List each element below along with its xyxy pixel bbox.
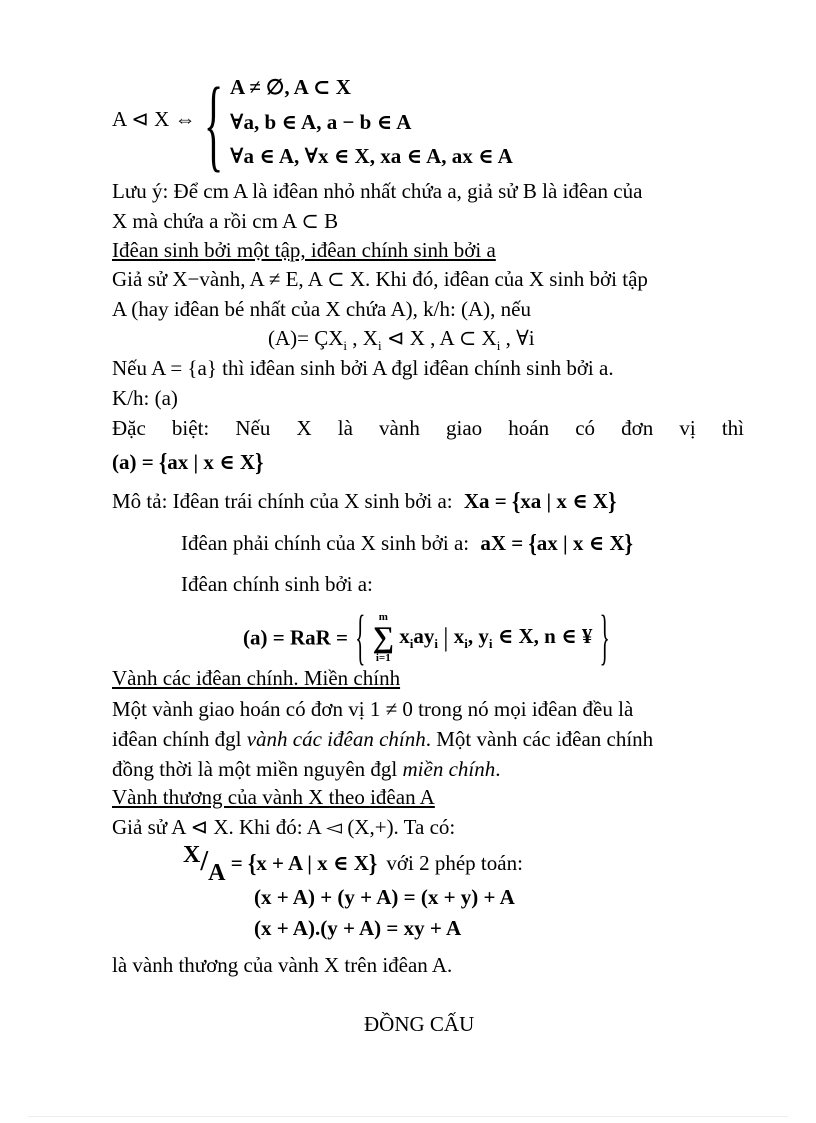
generated-ideal-formula: $(A)= ÇX_i$ , $X_i$ ⊲ X , A ⊂ $X_i$ , ∀i — [268, 326, 535, 354]
quotient-multiplication-formula: (x + A).(y + A) = xy + A — [254, 916, 462, 940]
section-heading-principal-ideal-ring: Vành các iđêan chính. Miền chính — [112, 666, 401, 690]
paragraph-line: A (hay iđêan bé nhất của X chứa A), k/h: (A), nếu — [112, 297, 531, 321]
paragraph-line: Nếu A = {a} thì iđêan sinh bởi A đgl iđêan chính sinh bởi a. — [112, 356, 614, 380]
definition-condition-3: ∀a ∈ A, ∀x ∈ X, xa ∈ A, ax ∈ A — [230, 144, 513, 168]
definition-brace: { — [204, 65, 224, 182]
paragraph-line: Giả sử X−vành, A ≠ E, A ⊂ X. Khi đó, iđêan của X sinh bởi tập — [112, 267, 648, 291]
paragraph-line: Giả sử A ⊲ X. Khi đó: A ◅ (X,+). Ta có: — [112, 815, 456, 839]
paragraph-line: Đặc biệt: Nếu X là vành giao hoán có đơn vị thì — [112, 416, 744, 440]
quotient-ring-definition: X/A = {x + A | x ∈ X} với 2 phép toán: — [183, 842, 523, 886]
definition-condition-2: ∀a, b ∈ A, a − b ∈ A — [230, 110, 412, 134]
paragraph-line: Một vành giao hoán có đơn vị 1 ≠ 0 trong nó mọi iđêan đều là — [112, 697, 634, 721]
page-bottom-rule — [28, 1116, 788, 1117]
left-principal-ideal-row: Mô tả: Iđêan trái chính của X sinh bởi a: Xa = {xa | x ∈ X} — [112, 486, 617, 516]
note-line-2: X mà chứa a rồi cm A ⊂ B — [112, 209, 339, 233]
section-heading-generated-ideal: Iđêan sinh bởi một tập, iđêan chính sinh bởi a — [112, 238, 496, 262]
paragraph-line: đồng thời là một miền nguyên đgl miền chính. — [112, 757, 501, 781]
section-heading-quotient-ring: Vành thương của vành X theo iđêan A — [112, 785, 435, 809]
right-principal-ideal-row: Iđêan phải chính của X sinh bởi a: aX = {ax | x ∈ X} — [181, 528, 633, 558]
quotient-addition-formula: (x + A) + (y + A) = (x + y) + A — [254, 885, 515, 909]
next-section-title: ĐỒNG CẤU — [364, 1012, 475, 1036]
paragraph-line: là vành thương của vành X trên iđêan A. — [112, 953, 453, 977]
definition-condition-1: A ≠ ∅, A ⊂ X — [230, 75, 351, 99]
principal-ideal-label: Iđêan chính sinh bởi a: — [181, 572, 373, 596]
definition-lhs: A ⊲ X ⇔ — [112, 107, 196, 131]
principal-ideal-commutative-formula: (a) = {ax | x ∈ X} — [112, 447, 264, 477]
principal-ideal-sum-formula: (a) = RaR = { m ∑ i=1 $x_iay_i$ | $x_i$, $y_i$ ∈ X, n ∈ ¥ } — [243, 601, 610, 672]
summation-symbol: m ∑ i=1 — [372, 611, 394, 664]
paragraph-line: iđêan chính đgl vành các iđêan chính. Một vành các iđêan chính — [112, 727, 654, 751]
paragraph-line: K/h: (a) — [112, 386, 178, 410]
note-line-1: Lưu ý: Để cm A là iđêan nhỏ nhất chứa a, giả sử B là iđêan của — [112, 179, 643, 203]
